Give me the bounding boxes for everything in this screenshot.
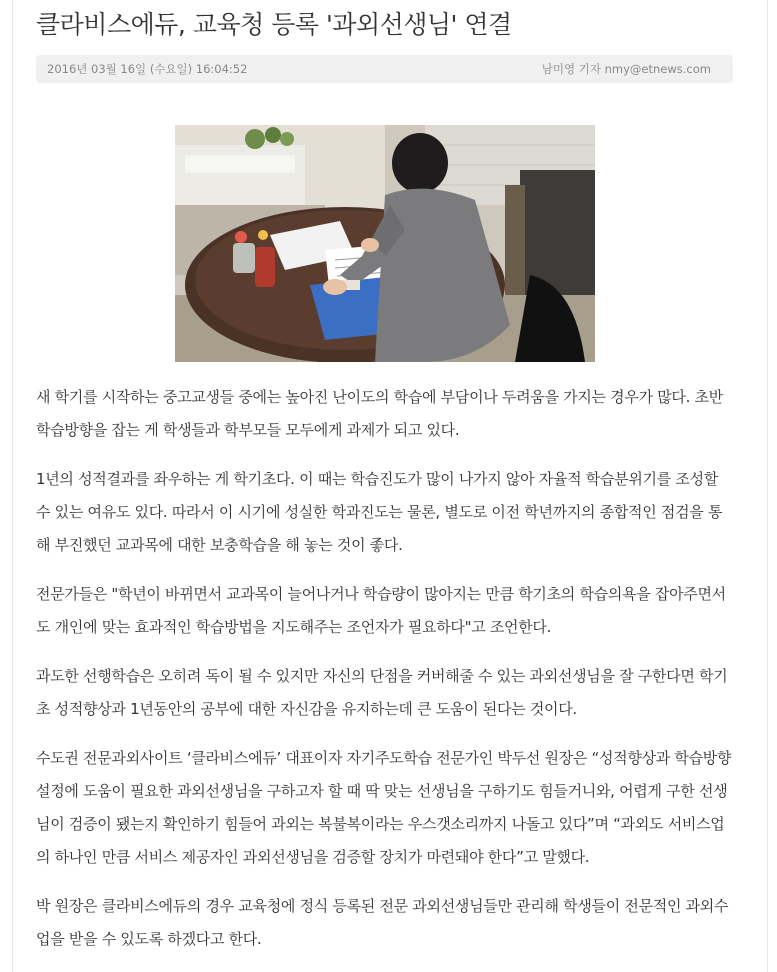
article-paragraph: 수도권 전문과외사이트 ‘클라비스에듀’ 대표이자 자기주도학습 전문가인 박두선 원장은 “성적향상과 학습방향 설정에 도움이 필요한 과외선생님을 구하고자 할 때 딱 맞는 선생님을 구하기도 힘들거니와, 어렵게 구한 선생님이 검증이 됐는지 확인하기 힘들어 과외는 복불복이라는 우스갯소리까지 나돌고 있다”며 “과외도 서비스업의 하나인 만큼 서비스 제공자인 과외선생님을 검증할 장치가 마련돼야 한다”고 말했다. [36,749,732,866]
article-headline: 클라비스에듀, 교육청 등록 '과외선생님' 연결 [36,10,512,39]
article-container [36,0,733,956]
article-paragraph: 과도한 선행학습은 오히려 독이 될 수 있지만 자신의 단점을 커버해줄 수 있는 과외선생님을 잘 구한다면 학기초 성적향상과 1년동안의 공부에 대한 자신감을 유지하는데 큰 도움이 된다는 것이다. [36,667,728,718]
frame-border-right [767,0,768,972]
article-paragraph: 1년의 성적결과를 좌우하는 게 학기초다. 이 때는 학습진도가 많이 나가지 않아 자율적 학습분위기를 조성할 수 있는 여유도 있다. 따라서 이 시기에 성실한 학과진도는 물론, 별도로 이전 학년까지의 종합적인 점검을 통해 부진했던 교과목에 대한 보충학습을 해 놓는 것이 좋다. [36,470,723,554]
article-meta-bar [36,55,733,83]
author-byline: 남미영 기자 nmy@etnews.com [541,62,711,76]
article-paragraph: 전문가들은 "학년이 바뀌면서 교과목이 늘어나거나 학습량이 많아지는 만큼 학기초의 학습의욕을 잡아주면서도 개인에 맞는 효과적인 학습방법을 지도해주는 조언자가 필요하다"고 조언한다. [36,585,726,636]
article-photo-wrap [36,125,733,362]
article-photo [175,125,595,362]
frame-border-left [12,0,13,972]
publish-date: 2016년 03월 16일 (수요일) 16:04:52 [47,62,248,76]
article-paragraph: 박 원장은 클라비스에듀의 경우 교육청에 정식 등록된 전문 과외선생님들만 관리해 학생들이 전문적인 과외수업을 받을 수 있도록 하겠다고 한다. [36,897,729,948]
article-paragraph: 새 학기를 시작하는 중고교생들 중에는 높아진 난이도의 학습에 부담이나 두려움을 가지는 경우가 많다. 초반 학습방향을 잡는 게 학생들과 학부모들 모두에게 과제가 되고 있다. [36,388,723,439]
